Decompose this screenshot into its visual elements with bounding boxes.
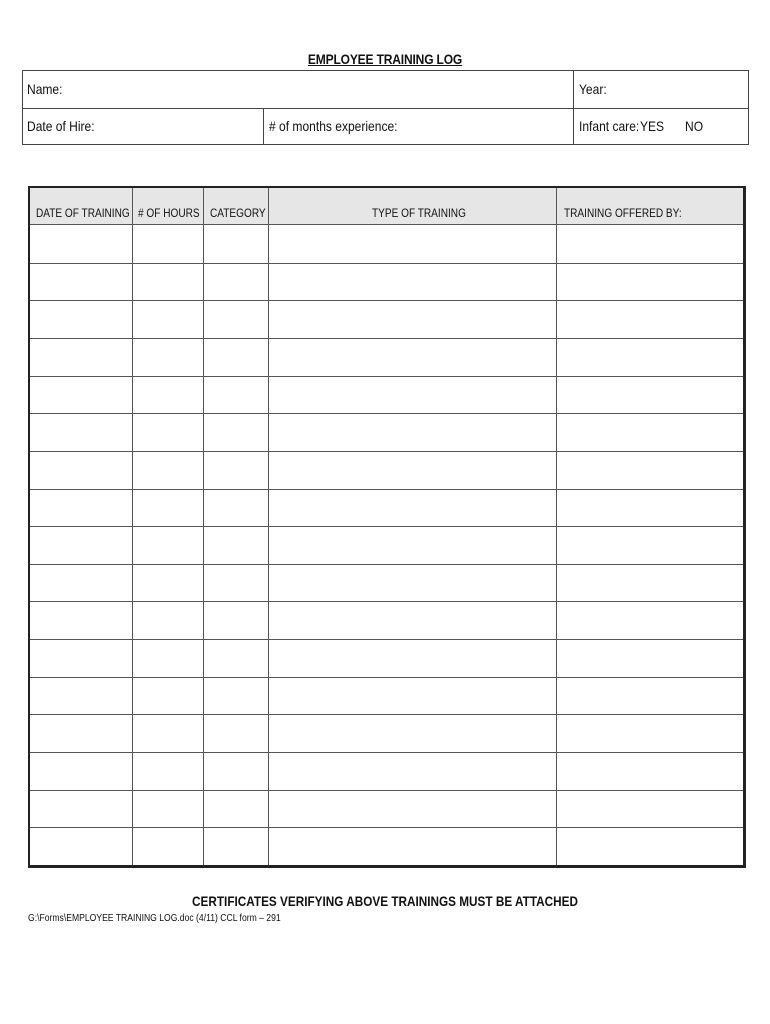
form-title: EMPLOYEE TRAINING LOG	[307, 51, 463, 67]
table-row	[30, 564, 743, 565]
name-field-label: Name:	[27, 81, 63, 97]
training-log-table	[28, 186, 746, 868]
table-header-row	[30, 188, 743, 225]
table-row	[30, 263, 743, 264]
infant-care-yes-option[interactable]: YES	[640, 118, 665, 134]
column-header-date-of-training: DATE OF TRAINING	[36, 206, 130, 220]
date-of-hire-field-label: Date of Hire:	[27, 118, 95, 134]
infant-care-field-label: Infant care:	[579, 118, 640, 134]
table-row	[30, 752, 743, 753]
infant-care-no-option[interactable]: NO	[685, 118, 704, 134]
table-row	[30, 300, 743, 301]
column-header-type-of-training: TYPE OF TRAINING	[372, 206, 466, 220]
table-row	[30, 677, 743, 678]
table-row	[30, 827, 743, 828]
table-row	[30, 413, 743, 414]
table-row	[30, 338, 743, 339]
table-row	[30, 489, 743, 490]
table-row	[30, 376, 743, 377]
table-row	[30, 451, 743, 452]
employee-info-box	[22, 70, 749, 145]
table-row	[30, 639, 743, 640]
table-row	[30, 526, 743, 527]
column-header-category: CATEGORY	[210, 206, 266, 220]
table-row	[30, 790, 743, 791]
info-column-divider-year	[573, 71, 574, 144]
info-column-divider-months	[263, 108, 264, 144]
column-header-training-offered-by: TRAINING OFFERED BY:	[564, 206, 682, 220]
info-row-divider	[23, 108, 748, 109]
table-row	[30, 601, 743, 602]
column-header-hours: # OF HOURS	[138, 206, 200, 220]
year-field-label: Year:	[579, 81, 607, 97]
certificates-notice: CERTIFICATES VERIFYING ABOVE TRAININGS MUST BE ATTACHED	[192, 893, 578, 909]
months-experience-field-label: # of months experience:	[269, 118, 398, 134]
form-reference: G:\Forms\EMPLOYEE TRAINING LOG.doc (4/11) CCL form – 291	[28, 913, 281, 924]
table-row	[30, 714, 743, 715]
